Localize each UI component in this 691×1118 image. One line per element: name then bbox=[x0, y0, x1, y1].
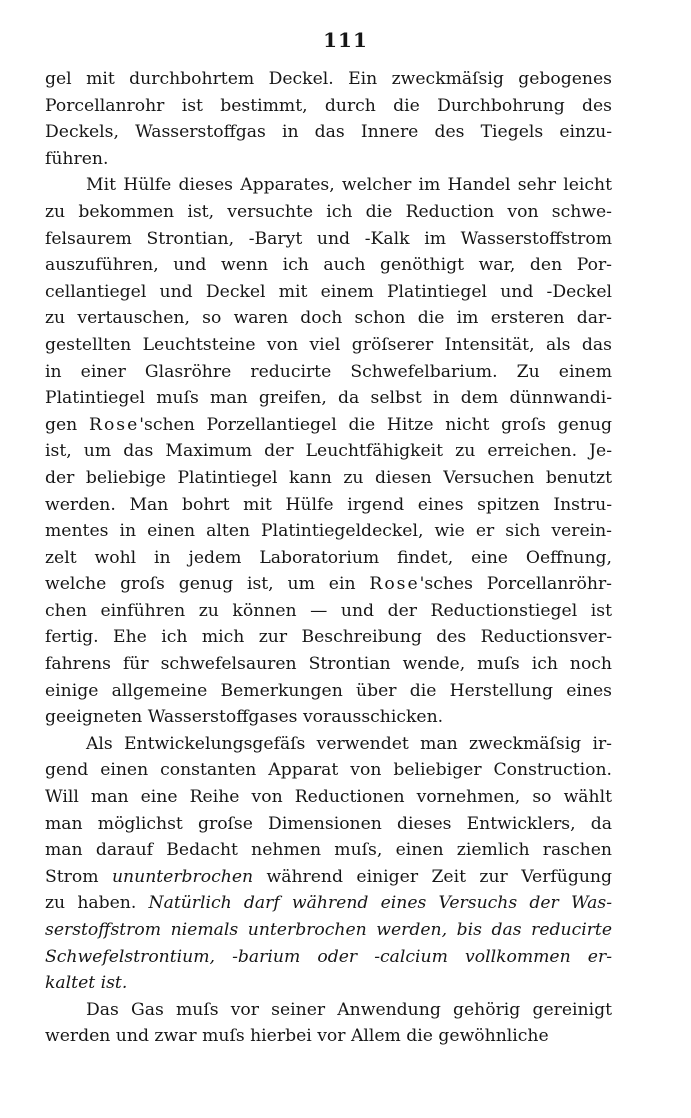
text-line bbox=[45, 199, 612, 226]
text-line bbox=[45, 917, 612, 944]
text-line bbox=[45, 438, 612, 465]
text-segment: werden. Man bohrt mit Hülfe irgend eines spitzen Instru- bbox=[45, 494, 612, 515]
text-segment: Rose bbox=[89, 414, 140, 435]
text-segment: ist, um das Maximum der Leuchtfähigkeit zu erreichen. Je- bbox=[45, 441, 612, 462]
text-line bbox=[45, 492, 612, 519]
text-block bbox=[45, 66, 612, 1050]
text-segment: man möglichst groſse Dimensionen dieses Entwicklers, da bbox=[45, 813, 612, 834]
text-line bbox=[45, 119, 612, 146]
text-segment: Schwefelstrontium, -barium oder -calcium vollkommen er- bbox=[45, 946, 612, 967]
text-line bbox=[45, 279, 612, 306]
text-segment: gen bbox=[45, 414, 89, 435]
text-segment: man darauf Bedacht nehmen muſs, einen ziemlich raschen bbox=[45, 840, 612, 861]
text-segment: auszuführen, und wenn ich auch genöthigt war, den Por- bbox=[45, 255, 612, 276]
text-line bbox=[45, 571, 612, 598]
text-segment: werden und zwar muſs hierbei vor Allem die gewöhnliche bbox=[45, 1026, 549, 1047]
text-line bbox=[45, 545, 612, 572]
text-line bbox=[45, 970, 612, 997]
text-line bbox=[45, 66, 612, 93]
text-segment: kaltet ist. bbox=[45, 973, 128, 994]
text-segment: der beliebige Platintiegel kann zu diesen Versuchen benutzt bbox=[45, 467, 612, 488]
text-segment: Mit Hülfe dieses Apparates, welcher im Handel sehr leicht bbox=[86, 175, 612, 196]
text-segment: serstoffstrom niemals unterbrochen werden, bis das reducirte bbox=[45, 920, 612, 940]
text-line bbox=[45, 385, 612, 412]
text-line bbox=[45, 305, 612, 332]
text-segment: gel mit durchbohrtem Deckel. Ein zweckmäſsig gebogenes bbox=[45, 69, 612, 89]
text-segment: zu bekommen ist, versuchte ich die Reduction von schwe- bbox=[45, 201, 612, 222]
text-segment: Strom bbox=[45, 866, 112, 887]
text-segment: Deckels, Wasserstoffgas in das Innere des Tiegels einzu- bbox=[45, 122, 612, 143]
text-line bbox=[45, 598, 612, 625]
text-segment: zu vertauschen, so waren doch schon die im ersteren dar- bbox=[45, 308, 612, 329]
text-line bbox=[45, 146, 612, 173]
text-segment: in einer Glasröhre reducirte Schwefelbarium. Zu einem bbox=[45, 361, 612, 382]
text-segment: Porcellanrohr ist bestimmt, durch die Durchbohrung des bbox=[45, 95, 612, 116]
text-line bbox=[45, 757, 612, 784]
text-line bbox=[45, 172, 612, 199]
text-line bbox=[45, 359, 612, 386]
text-line bbox=[45, 518, 612, 545]
text-line bbox=[45, 252, 612, 279]
text-segment: fertig. Ehe ich mich zur Beschreibung des Reductionsver- bbox=[45, 627, 612, 648]
text-segment: fahrens für schwefelsauren Strontian wende, muſs ich noch bbox=[45, 654, 612, 675]
text-line bbox=[45, 226, 612, 253]
page-number: 111 bbox=[323, 28, 368, 52]
text-segment: Rose bbox=[369, 574, 420, 595]
text-line bbox=[45, 944, 612, 971]
text-segment: gend einen constanten Apparat von beliebiger Construction. bbox=[45, 760, 612, 781]
text-segment: zu haben. bbox=[45, 893, 149, 914]
text-line bbox=[45, 837, 612, 864]
text-segment: Natürlich darf während eines Versuchs der Was- bbox=[148, 893, 612, 914]
text-segment: 'sches Porcellanröhr- bbox=[419, 574, 612, 595]
text-segment: während einiger Zeit zur Verfügung bbox=[253, 866, 612, 887]
text-line bbox=[45, 412, 612, 439]
text-segment: 'schen Porzellantiegel die Hitze nicht groſs genug bbox=[139, 414, 612, 435]
text-segment: zelt wohl in jedem Laboratorium findet, eine Oeffnung, bbox=[45, 547, 612, 568]
text-line bbox=[45, 704, 612, 731]
text-line bbox=[45, 784, 612, 811]
text-segment: cellantiegel und Deckel mit einem Platintiegel und -Deckel bbox=[45, 281, 612, 302]
text-segment: mentes in einen alten Platintiegeldeckel, wie er sich verein- bbox=[45, 521, 612, 542]
text-line bbox=[45, 864, 612, 891]
text-segment: Das Gas muſs vor seiner Anwendung gehörig gereinigt bbox=[86, 999, 612, 1020]
text-segment: Platintiegel muſs man greifen, da selbst in dem dünnwandi- bbox=[45, 388, 612, 409]
text-segment: welche groſs genug ist, um ein bbox=[45, 574, 370, 595]
text-segment: felsaurem Strontian, -Baryt und -Kalk im Wasserstoffstrom bbox=[45, 228, 612, 249]
text-line bbox=[45, 731, 612, 758]
text-line bbox=[45, 678, 612, 705]
text-line bbox=[45, 651, 612, 678]
text-segment: einige allgemeine Bemerkungen über die Herstellung eines bbox=[45, 680, 612, 701]
text-segment: chen einführen zu können — und der Reductionstiegel ist bbox=[45, 600, 612, 621]
text-segment: geeigneten Wasserstoffgases vorausschicken. bbox=[45, 707, 444, 728]
text-line bbox=[45, 465, 612, 492]
text-line bbox=[45, 811, 612, 838]
text-line bbox=[45, 1023, 612, 1050]
text-line bbox=[45, 997, 612, 1024]
text-line bbox=[45, 93, 612, 120]
text-segment: Als Entwickelungsgefäſs verwendet man zweckmäſsig ir- bbox=[86, 733, 612, 754]
text-segment: gestellten Leuchtsteine von viel gröſserer Intensität, als das bbox=[45, 334, 612, 355]
text-segment: führen. bbox=[45, 148, 109, 169]
text-segment: Will man eine Reihe von Reductionen vornehmen, so wählt bbox=[45, 787, 612, 808]
text-line bbox=[45, 332, 612, 359]
text-segment: ununterbrochen bbox=[111, 866, 254, 887]
text-line bbox=[45, 890, 612, 917]
text-line bbox=[45, 624, 612, 651]
